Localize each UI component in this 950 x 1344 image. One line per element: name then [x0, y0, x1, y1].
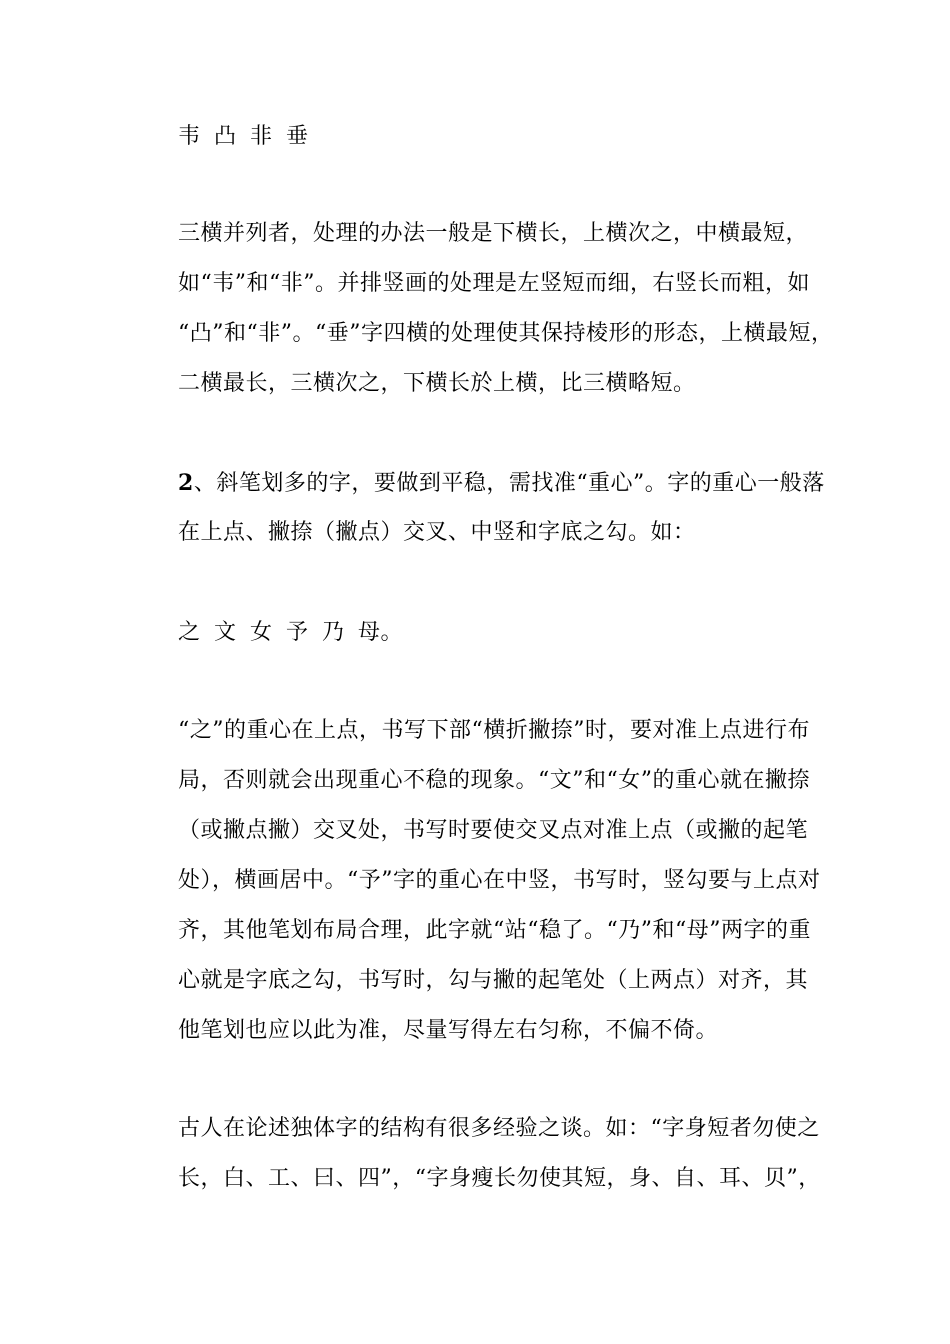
paragraph-line: 长，白、工、曰、四”，“字身瘦长勿使其短，身、自、耳、贝”，: [178, 1166, 821, 1191]
paragraph-line: 如“韦”和“非”。并排竖画的处理是左竖短而细，右竖长而粗，如: [178, 271, 810, 296]
character-list-heading: 韦 凸 非 垂: [178, 124, 309, 149]
character-list-heading: 之 文 女 予 乃 母。: [178, 620, 403, 645]
paragraph-line: “凸”和“非”。“垂”字四横的处理使其保持棱形的形态，上横最短，: [178, 321, 834, 346]
paragraph-line: 二横最长，三横次之，下横长於上横，比三横略短。: [178, 371, 696, 396]
paragraph-line: 古人在论述独体字的结构有很多经验之谈。如：“字身短者勿使之: [178, 1116, 820, 1141]
paragraph-line: 他笔划也应以此为准，尽量写得左右匀称，不偏不倚。: [178, 1018, 719, 1043]
paragraph-line: （或撇点撇）交叉处，书写时要使交叉点对准上点（或撇的起笔: [178, 818, 809, 843]
paragraph-line: [178, 468, 825, 499]
section-number: 2: [178, 470, 194, 496]
paragraph-text: 、斜笔划多的字，要做到平稳，需找准“重心”。字的重心一般落: [193, 471, 825, 496]
paragraph-line: 齐，其他笔划布局合理，此字就“站“稳了。“乃”和“母”两字的重: [178, 918, 811, 943]
paragraph-line: 三横并列者，处理的办法一般是下横长，上横次之，中横最短，: [178, 221, 809, 246]
paragraph-line: 在上点、撇捺（撇点）交叉、中竖和字底之勾。如：: [178, 520, 696, 545]
paragraph-line: “之”的重心在上点，书写下部“横折撇捺”时，要对准上点进行布: [178, 718, 810, 743]
paragraph-line: 心就是字底之勾，书写时，勾与撇的起笔处（上两点）对齐，其: [178, 968, 809, 993]
paragraph-line: 局，否则就会出现重心不稳的现象。“文”和“女”的重心就在撇捺: [178, 768, 810, 793]
paragraph-line: 处），横画居中。“予”字的重心在中竖，书写时，竖勾要与上点对: [178, 868, 821, 893]
